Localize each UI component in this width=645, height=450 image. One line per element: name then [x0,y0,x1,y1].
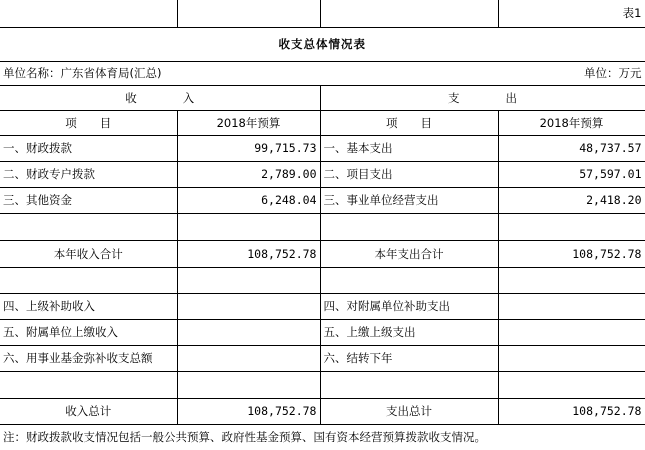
income-value[interactable] [177,267,320,293]
expense-value[interactable]: 2,418.20 [498,187,645,213]
unit-row [0,61,645,85]
expense-value[interactable] [498,213,645,240]
income-item-header: 项 目 [0,110,177,135]
expense-value[interactable]: 48,737.57 [498,135,645,161]
expense-item[interactable] [320,371,498,398]
income-item[interactable]: 一、财政拨款 [0,135,177,161]
unit-name: 单位名称：广东省体育局(汇总) [0,61,498,85]
section-header-row [0,85,645,110]
footnote: 注：财政拨款收支情况包括一般公共预算、政府性基金预算、国有资本经营预算拨款收支情况。 [0,424,645,449]
column-header-row [0,110,645,135]
income-value[interactable]: 6,248.04 [177,187,320,213]
table-number: 表1 [498,0,645,27]
expense-value[interactable] [498,319,645,345]
cell-a1[interactable] [0,0,177,27]
table-row [0,135,645,161]
table-row [0,293,645,319]
table-row [0,267,645,293]
income-value[interactable] [177,293,320,319]
income-value[interactable]: 2,789.00 [177,161,320,187]
income-value[interactable]: 99,715.73 [177,135,320,161]
table-row [0,213,645,240]
expense-item[interactable]: 支出总计 [320,398,498,424]
income-header: 收 入 [0,85,320,110]
income-item[interactable]: 六、用事业基金弥补收支总额 [0,345,177,371]
unit-label: 单位：万元 [498,61,645,85]
income-item[interactable]: 二、财政专户拨款 [0,161,177,187]
expense-item[interactable]: 五、上缴上级支出 [320,319,498,345]
expense-value[interactable]: 108,752.78 [498,240,645,267]
sheet-title: 收支总体情况表 [0,27,645,61]
income-item[interactable]: 收入总计 [0,398,177,424]
income-value[interactable]: 108,752.78 [177,240,320,267]
income-value[interactable] [177,345,320,371]
table-row [0,161,645,187]
income-item[interactable] [0,371,177,398]
income-value[interactable] [177,319,320,345]
table-row [0,319,645,345]
expense-value[interactable]: 57,597.01 [498,161,645,187]
expense-item[interactable]: 三、事业单位经营支出 [320,187,498,213]
income-item[interactable]: 三、其他资金 [0,187,177,213]
note-row [0,424,645,449]
cell-b1[interactable] [177,0,320,27]
expense-item[interactable] [320,267,498,293]
expense-budget-header: 2018年预算 [498,110,645,135]
table-row [0,398,645,424]
expense-item[interactable]: 一、基本支出 [320,135,498,161]
cell-c1[interactable] [320,0,498,27]
expense-value[interactable] [498,267,645,293]
expense-value[interactable] [498,371,645,398]
expense-value[interactable] [498,345,645,371]
table-row [0,240,645,267]
income-item[interactable]: 四、上级补助收入 [0,293,177,319]
expense-item[interactable] [320,213,498,240]
income-budget-header: 2018年预算 [177,110,320,135]
title-row [0,27,645,61]
income-value[interactable]: 108,752.78 [177,398,320,424]
expense-item[interactable]: 四、对附属单位补助支出 [320,293,498,319]
income-item[interactable] [0,213,177,240]
table-row [0,371,645,398]
expense-header: 支 出 [320,85,645,110]
income-item[interactable]: 本年收入合计 [0,240,177,267]
table-row [0,345,645,371]
income-value[interactable] [177,371,320,398]
expense-value[interactable] [498,293,645,319]
expense-item[interactable]: 本年支出合计 [320,240,498,267]
income-value[interactable] [177,213,320,240]
expense-item[interactable]: 六、结转下年 [320,345,498,371]
expense-item[interactable]: 二、项目支出 [320,161,498,187]
expense-value[interactable]: 108,752.78 [498,398,645,424]
expense-item-header: 项 目 [320,110,498,135]
income-item[interactable]: 五、附属单位上缴收入 [0,319,177,345]
table-row [0,187,645,213]
header-grid-row [0,0,645,27]
income-item[interactable] [0,267,177,293]
